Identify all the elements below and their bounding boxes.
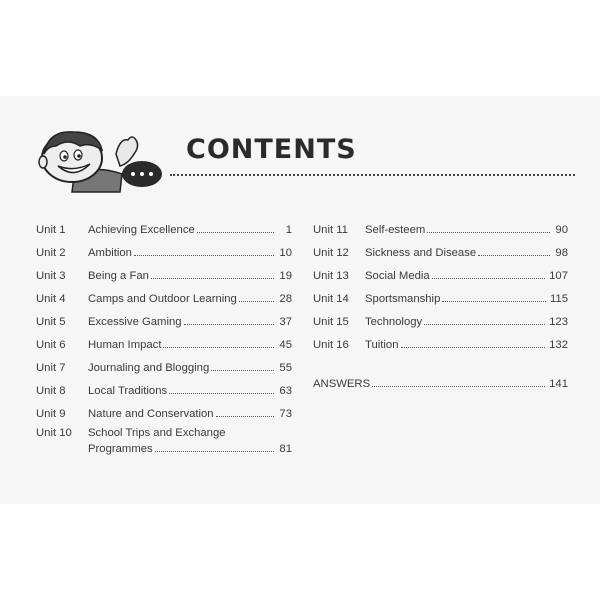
page-number: 132 — [549, 339, 568, 351]
contents-heading: CONTENTS — [186, 134, 357, 165]
toc-entry[interactable] — [313, 328, 568, 351]
heading-dotted-rule — [170, 174, 575, 176]
toc-entry[interactable] — [36, 236, 292, 259]
page-number: 90 — [555, 224, 568, 236]
dot-leader — [427, 232, 550, 233]
toc-entry[interactable] — [313, 213, 568, 236]
page-number: 98 — [555, 247, 568, 259]
dot-leader — [401, 347, 546, 348]
dot-leader — [134, 255, 274, 256]
toc-entry[interactable] — [36, 351, 292, 374]
page-number: 19 — [279, 270, 292, 282]
page-number: 45 — [279, 339, 292, 351]
unit-title: Sportsmanship — [365, 293, 441, 305]
unit-number: Unit 5 — [36, 316, 66, 328]
unit-title: Sickness and Disease — [365, 247, 477, 259]
answers-label: ANSWERS — [313, 378, 371, 390]
unit-number: Unit 13 — [313, 270, 349, 282]
toc-entry[interactable] — [36, 420, 292, 455]
toc-entry[interactable] — [36, 374, 292, 397]
unit-number: Unit 6 — [36, 339, 66, 351]
mascot-boy-illustration — [34, 124, 164, 194]
contents-column-right — [313, 213, 568, 351]
page-number: 107 — [549, 270, 568, 282]
unit-title-continued: Programmes — [88, 443, 153, 455]
unit-number: Unit 15 — [313, 316, 349, 328]
toc-entry[interactable] — [313, 305, 568, 328]
unit-title: Camps and Outdoor Learning — [88, 293, 237, 305]
page-number: 115 — [549, 293, 568, 305]
toc-entry[interactable] — [36, 305, 292, 328]
page-number: 63 — [279, 385, 292, 397]
toc-entry[interactable] — [36, 328, 292, 351]
unit-title: Being a Fan — [88, 270, 149, 282]
unit-title: Journaling and Blogging — [88, 362, 210, 374]
page-number: 141 — [549, 378, 568, 390]
unit-title: School Trips and Exchange — [88, 427, 226, 439]
dot-leader — [239, 301, 274, 302]
answers-entry[interactable] — [313, 372, 568, 390]
unit-title: Achieving Excellence — [88, 224, 195, 236]
unit-title: Human Impact — [88, 339, 162, 351]
page-number: 81 — [279, 443, 292, 455]
unit-number: Unit 14 — [313, 293, 349, 305]
page-number: 55 — [279, 362, 292, 374]
unit-number: Unit 1 — [36, 224, 66, 236]
unit-number: Unit 12 — [313, 247, 349, 259]
unit-number: Unit 7 — [36, 362, 66, 374]
dot-leader — [197, 232, 274, 233]
unit-number: Unit 16 — [313, 339, 349, 351]
dot-leader — [216, 416, 274, 417]
unit-title: Tuition — [365, 339, 399, 351]
toc-entry[interactable] — [313, 259, 568, 282]
toc-entry[interactable] — [313, 236, 568, 259]
toc-entry[interactable] — [36, 213, 292, 236]
dot-leader — [424, 324, 545, 325]
toc-entry[interactable] — [36, 282, 292, 305]
dot-leader — [169, 393, 274, 394]
toc-entry[interactable] — [36, 397, 292, 420]
toc-entry[interactable] — [313, 282, 568, 305]
page-number: 1 — [285, 224, 292, 236]
unit-title: Nature and Conservation — [88, 408, 214, 420]
speech-bubble-icon — [122, 161, 162, 187]
page-number: 28 — [279, 293, 292, 305]
unit-number: Unit 11 — [313, 224, 348, 236]
toc-entry[interactable] — [36, 259, 292, 282]
unit-number: Unit 10 — [36, 427, 72, 439]
dot-leader — [211, 370, 274, 371]
dot-leader — [478, 255, 550, 256]
dot-leader — [442, 301, 546, 302]
unit-number: Unit 9 — [36, 408, 66, 420]
dot-leader — [151, 278, 274, 279]
unit-title: Technology — [365, 316, 423, 328]
dot-leader — [184, 324, 274, 325]
unit-title: Local Traditions — [88, 385, 168, 397]
unit-title: Excessive Gaming — [88, 316, 182, 328]
unit-number: Unit 2 — [36, 247, 66, 259]
unit-title: Ambition — [88, 247, 132, 259]
dot-leader — [372, 386, 545, 387]
dot-leader — [432, 278, 545, 279]
page-number: 37 — [279, 316, 292, 328]
dot-leader — [155, 451, 274, 452]
unit-number: Unit 3 — [36, 270, 66, 282]
dot-leader — [163, 347, 274, 348]
page-number: 73 — [279, 408, 292, 420]
unit-title: Social Media — [365, 270, 430, 282]
page-number: 123 — [549, 316, 568, 328]
page-number: 10 — [279, 247, 292, 259]
unit-number: Unit 8 — [36, 385, 66, 397]
unit-number: Unit 4 — [36, 293, 66, 305]
unit-title: Self-esteem — [365, 224, 426, 236]
contents-column-left — [36, 213, 292, 455]
